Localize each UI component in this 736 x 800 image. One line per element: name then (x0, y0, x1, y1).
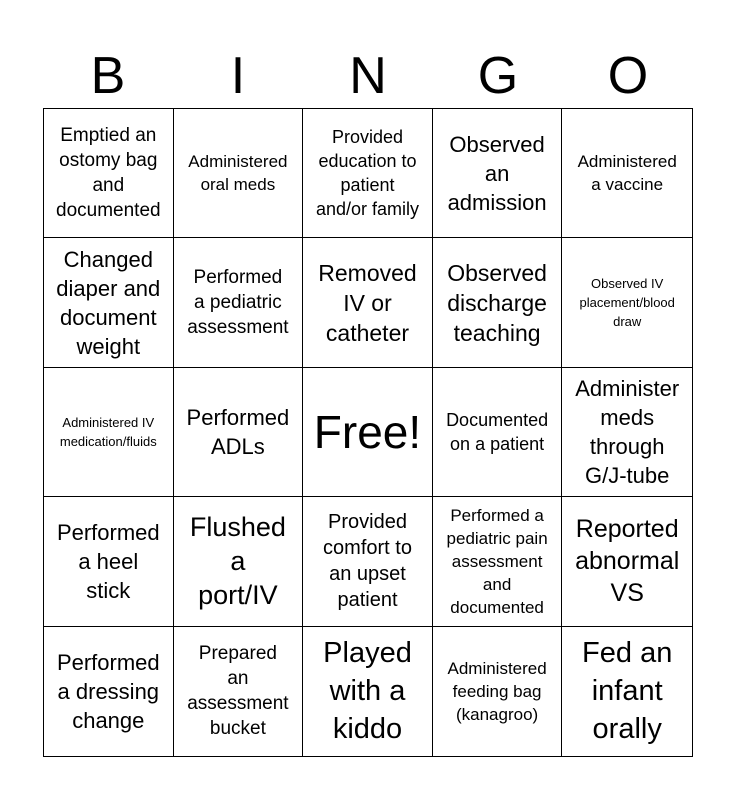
cell-text: Played with a kiddo (323, 637, 412, 746)
cell-text: Performed a pediatric pain assessment and documented (446, 505, 548, 617)
bingo-cell[interactable] (562, 497, 692, 626)
cell-text: Performed a pediatric assessment (187, 267, 289, 339)
free-space-cell[interactable] (303, 368, 433, 497)
header-letter-g: G (477, 47, 519, 105)
bingo-cell[interactable] (433, 497, 563, 626)
bingo-cell[interactable] (174, 368, 304, 497)
cell-text: Reported abnormal VS (575, 515, 680, 608)
bingo-grid (43, 108, 693, 757)
bingo-cell[interactable] (174, 497, 304, 626)
cell-text: Administered feeding bag (kanagroo) (447, 658, 547, 724)
cell-text: Administer meds through G/J-tube (575, 375, 680, 488)
bingo-cell[interactable] (562, 238, 692, 367)
bingo-cell[interactable] (562, 368, 692, 497)
header-letter-b: B (90, 47, 126, 105)
bingo-cell[interactable] (174, 238, 304, 367)
cell-text: Fed an infant orally (582, 637, 673, 746)
cell-text: Prepared an assessment bucket (187, 643, 289, 740)
cell-text: Administered a vaccine (577, 152, 677, 195)
cell-text: Provided comfort to an upset patient (323, 511, 412, 612)
cell-text: Emptied an ostomy bag and documented (56, 125, 161, 222)
bingo-cell[interactable] (44, 238, 174, 367)
cell-text: Observed an admission (447, 131, 547, 215)
bingo-cell[interactable] (562, 627, 692, 756)
bingo-cell[interactable] (303, 238, 433, 367)
bingo-cell[interactable] (174, 627, 304, 756)
header-letter-o: O (607, 47, 649, 105)
bingo-cell[interactable] (44, 497, 174, 626)
free-space-text: Free! (313, 405, 422, 458)
cell-text: Observed IV placement/blood draw (579, 276, 675, 330)
cell-text: Performed ADLs (186, 404, 290, 459)
cell-text: Performed a heel stick (56, 519, 160, 603)
bingo-header (43, 44, 693, 108)
bingo-cell[interactable] (433, 238, 563, 367)
bingo-cell[interactable] (44, 368, 174, 497)
bingo-cell[interactable] (303, 497, 433, 626)
bingo-cell[interactable] (303, 627, 433, 756)
bingo-cell[interactable] (44, 109, 174, 238)
bingo-cell[interactable] (44, 627, 174, 756)
bingo-cell[interactable] (562, 109, 692, 238)
bingo-cell[interactable] (433, 109, 563, 238)
bingo-cell[interactable] (303, 109, 433, 238)
cell-text: Flushed a port/IV (189, 512, 286, 611)
header-letter-n: N (349, 47, 387, 105)
cell-text: Changed diaper and document weight (56, 246, 161, 359)
bingo-cell[interactable] (433, 368, 563, 497)
header-letter-i: I (230, 47, 246, 105)
bingo-cell[interactable] (433, 627, 563, 756)
cell-text: Removed IV or catheter (318, 259, 417, 346)
bingo-cell[interactable] (174, 109, 304, 238)
cell-text: Provided education to patient and/or family (315, 127, 420, 220)
cell-text: Administered oral meds (188, 152, 288, 195)
cell-text: Administered IV medication/fluids (59, 414, 157, 449)
cell-text: Documented on a patient (446, 409, 549, 454)
cell-text: Observed discharge teaching (447, 259, 547, 346)
cell-text: Performed a dressing change (56, 649, 160, 733)
